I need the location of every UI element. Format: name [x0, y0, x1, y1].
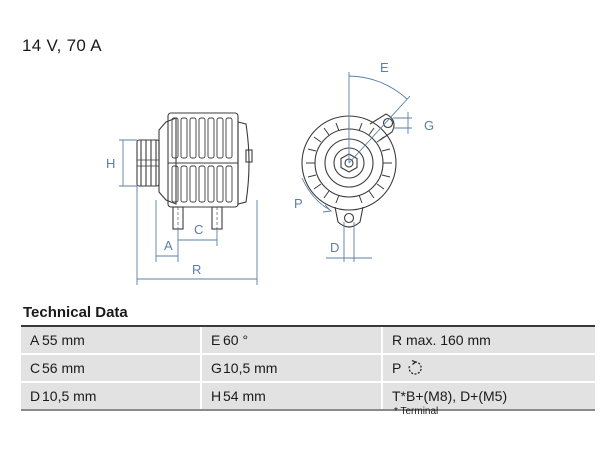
side-view-dimensions [119, 140, 257, 285]
dim-label-p: P [294, 196, 303, 211]
spec-value: 55 mm [42, 327, 200, 354]
spec-value: B+(M8), D+(M5) [406, 382, 595, 410]
spec-key: D [21, 382, 42, 410]
dim-label-a: A [164, 238, 173, 253]
alternator-side-view [137, 113, 252, 229]
spec-value: 10,5 mm [223, 354, 381, 382]
clockwise-rotation-icon [406, 359, 424, 377]
spec-key: G [202, 354, 223, 382]
spec-key: C [21, 354, 42, 382]
spec-value: 10,5 mm [42, 382, 200, 410]
spec-key: T* [383, 382, 406, 410]
spec-value-rotation [406, 354, 595, 382]
spec-key: H [202, 382, 223, 410]
dim-label-g: G [424, 118, 435, 133]
technical-data-heading: Technical Data [23, 304, 128, 321]
spec-value: max. 160 mm [406, 327, 595, 354]
technical-data-table [21, 327, 595, 411]
spec-key: A [21, 327, 42, 354]
table-row [21, 354, 595, 382]
dim-label-c: C [194, 222, 204, 237]
spec-value: 54 mm [223, 382, 381, 410]
spec-key: R [383, 327, 406, 354]
spec-value: 60 ° [223, 327, 381, 354]
dim-label-d: D [330, 240, 340, 255]
table-row [21, 382, 595, 410]
spec-value: 56 mm [42, 354, 200, 382]
dim-label-e: E [380, 60, 389, 75]
product-title: 14 V, 70 A [22, 36, 102, 55]
table-row [21, 327, 595, 354]
terminal-footnote: * Terminal [394, 406, 439, 417]
dim-label-r: R [192, 262, 202, 277]
dim-label-h: H [106, 156, 116, 171]
spec-key: P [383, 354, 406, 382]
spec-key: E [202, 327, 223, 354]
